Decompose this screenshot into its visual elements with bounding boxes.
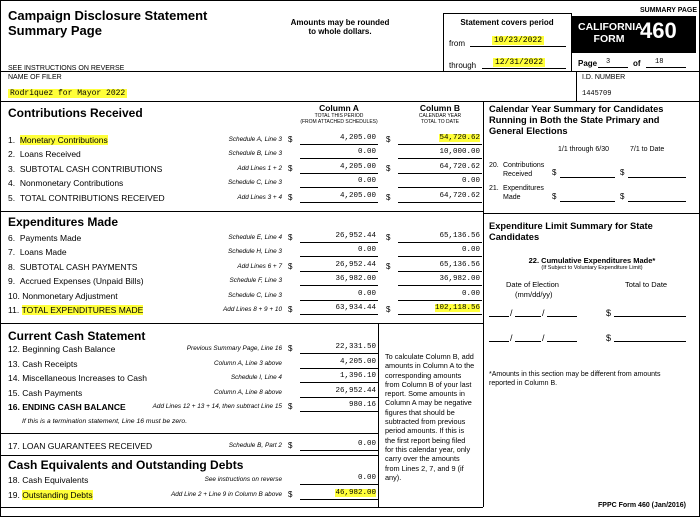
period-from-value: 10/23/2022 bbox=[494, 36, 543, 45]
main-divider bbox=[483, 101, 484, 507]
termination-note: If this is a termination statement, Line 16 must be zero. bbox=[22, 418, 188, 425]
line-4-value-b: 0.00 bbox=[398, 177, 482, 188]
form-badge-state: CALIFORNIA bbox=[578, 21, 643, 33]
line-7-label: 7. Loans Made bbox=[8, 247, 67, 257]
total-label: Total to Date bbox=[625, 280, 668, 289]
cash-divider bbox=[0, 433, 378, 434]
line-11-label: 11. TOTAL EXPENDITURES MADE bbox=[8, 305, 144, 315]
line-7-row bbox=[8, 246, 478, 259]
line-18-schedule: See instructions on reverse bbox=[204, 476, 282, 483]
line-10-schedule: Schedule C, Line 3 bbox=[227, 292, 282, 299]
form-badge-form: FORM bbox=[593, 33, 625, 45]
date-2-slash-2: / bbox=[542, 333, 545, 343]
line-5-dollar-a: $ bbox=[288, 193, 293, 202]
calendar-title-1: Calendar Year Summary for Candidates bbox=[489, 104, 664, 114]
line-10-value-b: 0.00 bbox=[398, 290, 482, 301]
cash-equivalents-title: Cash Equivalents and Outstanding Debts bbox=[8, 458, 244, 472]
line-9-row bbox=[8, 275, 478, 288]
calendar-col2: 7/1 to Date bbox=[630, 146, 665, 153]
line-16-label: 16. ENDING CASH BALANCE bbox=[8, 402, 126, 412]
calendar-title-2: Running in Both the State Primary and bbox=[489, 115, 660, 125]
line-3-dollar-b: $ bbox=[386, 164, 391, 173]
page-value: 3 bbox=[606, 58, 611, 66]
line-14-label: 14. Miscellaneous Increases to Cash bbox=[8, 373, 147, 383]
row-20-dollar-2: $ bbox=[620, 168, 625, 177]
id-value: 1445709 bbox=[582, 90, 612, 98]
line-3-value-a: 4,205.00 bbox=[300, 163, 378, 174]
line-11-value-b: 102,118.56 bbox=[398, 304, 482, 315]
line-12-dollar: $ bbox=[288, 344, 293, 353]
line-16-schedule: Add Lines 12 + 13 + 14, then subtract Line 15 bbox=[152, 403, 282, 410]
line-11-dollar-a: $ bbox=[288, 305, 293, 314]
date-label-2: (mm/dd/yy) bbox=[515, 290, 553, 299]
line-6-dollar-a: $ bbox=[288, 233, 293, 242]
period-from-label: from bbox=[449, 39, 465, 48]
page-label: Page bbox=[578, 59, 598, 68]
line-6-dollar-b: $ bbox=[386, 233, 391, 242]
line-6-value-a: 26,952.44 bbox=[300, 232, 378, 243]
column-a-sub2: (FROM ATTACHED SCHEDULES) bbox=[300, 119, 378, 125]
line-12-value: 22,331.50 bbox=[300, 343, 378, 354]
date-1-yy[interactable] bbox=[547, 305, 577, 317]
line-1-label: 1. Monetary Contributions bbox=[8, 135, 108, 145]
line-5-value-a: 4,205.00 bbox=[300, 192, 378, 203]
line-3-value-b: 64,720.62 bbox=[398, 163, 482, 174]
line-4-row bbox=[8, 177, 478, 190]
total-2-dollar: $ bbox=[606, 333, 612, 343]
line-12-label: 12. Beginning Cash Balance bbox=[8, 344, 116, 354]
line-11-dollar-b: $ bbox=[386, 305, 391, 314]
line-7-value-b: 0.00 bbox=[398, 246, 482, 257]
line-8-dollar-b: $ bbox=[386, 262, 391, 271]
line-5-row bbox=[8, 192, 478, 205]
line-9-value-a: 36,982.00 bbox=[300, 275, 378, 286]
contributions-title: Contributions Received bbox=[8, 106, 143, 120]
line-15-label: 15. Cash Payments bbox=[8, 388, 83, 398]
row-20-field-2[interactable] bbox=[628, 166, 686, 178]
limit-title-2: Candidates bbox=[489, 232, 540, 242]
row-21-dollar-1: $ bbox=[552, 192, 557, 201]
filer-name-value: Rodriquez for Mayor 2022 bbox=[10, 89, 126, 98]
line-16-value: 980.16 bbox=[300, 401, 378, 412]
row-20-field-1[interactable] bbox=[560, 166, 615, 178]
line-18-value: 0.00 bbox=[300, 474, 378, 485]
expenditures-divider bbox=[0, 323, 483, 324]
line-4-schedule: Schedule C, Line 3 bbox=[227, 179, 282, 186]
line-4-label: 4. Nonmonetary Contributions bbox=[8, 178, 124, 188]
line-4-value-a: 0.00 bbox=[300, 177, 378, 188]
calendar-divider bbox=[483, 213, 700, 214]
line-10-label: 10. Nonmonetary Adjustment bbox=[8, 291, 118, 301]
line-5-dollar-b: $ bbox=[386, 193, 391, 202]
form-title: Campaign Disclosure Statement bbox=[8, 8, 208, 23]
period-through-label: through bbox=[449, 61, 477, 70]
column-a-title: Column A bbox=[319, 103, 359, 113]
of-label: of bbox=[633, 59, 641, 68]
line-5-schedule: Add Lines 3 + 4 bbox=[237, 194, 282, 201]
line-8-value-a: 26,952.44 bbox=[300, 261, 378, 272]
line-13-schedule: Column A, Line 3 above bbox=[214, 360, 282, 367]
row-21-dollar-2: $ bbox=[620, 192, 625, 201]
line-12-schedule: Previous Summary Page, Line 16 bbox=[186, 345, 282, 352]
date-1-slash-1: / bbox=[510, 308, 513, 318]
line-6-label: 6. Payments Made bbox=[8, 233, 82, 243]
date-2-yy[interactable] bbox=[547, 330, 577, 342]
line-19-label: 19. Outstanding Debts bbox=[8, 490, 93, 500]
date-2-dd[interactable] bbox=[515, 330, 541, 342]
line-13-label: 13. Cash Receipts bbox=[8, 359, 78, 369]
of-value: 18 bbox=[655, 58, 664, 66]
expenditures-title: Expenditures Made bbox=[8, 215, 119, 229]
row-21-field-1[interactable] bbox=[560, 190, 615, 202]
line-19-row bbox=[8, 489, 478, 502]
form-badge-number: 460 bbox=[640, 18, 677, 43]
column-b-note: To calculate Column B, add amounts in Column A to the corresponding amounts from Column B of your last report. Some amounts in Column A may be negative figures that should be subtracted from previous period amounts. If this is the first report being filed for this calendar year, only carry over the amounts from Lines 2, 7, and 9 (if any). bbox=[385, 352, 475, 482]
row-20-dollar-1: $ bbox=[552, 168, 557, 177]
period-through-value: 12/31/2022 bbox=[495, 58, 544, 67]
total-2-field[interactable] bbox=[614, 330, 686, 342]
line-3-schedule: Add Lines 1 + 2 bbox=[237, 165, 282, 172]
date-label-1: Date of Election bbox=[506, 280, 559, 289]
line-3-row bbox=[8, 163, 478, 176]
limit-footnote-2: reported in Column B. bbox=[489, 380, 558, 387]
line-1-row bbox=[8, 134, 478, 147]
filer-divider bbox=[0, 101, 700, 102]
date-1-dd[interactable] bbox=[515, 305, 541, 317]
line-10-row bbox=[8, 290, 478, 303]
line-19-dollar: $ bbox=[288, 490, 293, 499]
column-b-sub1: CALENDAR YEAR bbox=[418, 113, 462, 119]
line-10-value-a: 0.00 bbox=[300, 290, 378, 301]
loan-divider bbox=[0, 455, 378, 456]
line-15-schedule: Column A, Line 8 above bbox=[214, 389, 282, 396]
instructions-note: SEE INSTRUCTIONS ON REVERSE bbox=[8, 65, 125, 72]
line-2-value-a: 0.00 bbox=[300, 148, 378, 159]
line-5-label: 5. TOTAL CONTRIBUTIONS RECEIVED bbox=[8, 193, 165, 203]
line-1-dollar-b: $ bbox=[386, 135, 391, 144]
row-20-label-1: Contributions bbox=[503, 162, 545, 169]
line-9-label: 9. Accrued Expenses (Unpaid Bills) bbox=[8, 276, 144, 286]
line-2-row bbox=[8, 148, 478, 161]
line-2-value-b: 10,000.00 bbox=[398, 148, 482, 159]
line-8-schedule: Add Lines 6 + 7 bbox=[237, 263, 282, 270]
line-2-schedule: Schedule B, Line 3 bbox=[228, 150, 282, 157]
line-17-dollar: $ bbox=[288, 441, 293, 450]
form-subtitle: Summary Page bbox=[8, 23, 102, 38]
bottom-divider bbox=[0, 507, 483, 508]
filer-name-label: NAME OF FILER bbox=[8, 74, 62, 81]
line-11-value-a: 63,934.44 bbox=[300, 304, 378, 315]
line-9-value-b: 36,982.00 bbox=[398, 275, 482, 286]
form-footer: FPPC Form 460 (Jan/2016) bbox=[598, 502, 686, 509]
line-17-value: 0.00 bbox=[300, 440, 378, 451]
column-b-title: Column B bbox=[419, 103, 461, 113]
row-21-label-2: Made bbox=[503, 194, 521, 201]
line-8-value-b: 65,136.56 bbox=[398, 261, 482, 272]
line-8-dollar-a: $ bbox=[288, 262, 293, 271]
line-17-label: 17. LOAN GUARANTEES RECEIVED bbox=[8, 441, 153, 451]
period-title: Statement covers period bbox=[460, 18, 554, 27]
line-8-row bbox=[8, 261, 478, 274]
row-21-num: 21. bbox=[489, 185, 499, 192]
rounding-note-1: Amounts may be rounded bbox=[290, 18, 390, 27]
line-2-label: 2. Loans Received bbox=[8, 149, 81, 159]
row-20-num: 20. bbox=[489, 162, 499, 169]
page-underline bbox=[598, 56, 628, 68]
row-22-title: 22. Cumulative Expenditures Made* bbox=[528, 256, 656, 265]
cash-title: Current Cash Statement bbox=[8, 329, 146, 343]
line-15-value: 26,952.44 bbox=[300, 387, 378, 398]
total-1-dollar: $ bbox=[606, 308, 612, 318]
line-19-schedule: Add Line 2 + Line 9 in Column B above bbox=[170, 491, 282, 498]
line-17-schedule: Schedule B, Part 2 bbox=[228, 442, 282, 449]
rounding-note-2: to whole dollars. bbox=[308, 27, 372, 36]
row-22-sub: (If Subject to Voluntary Expenditure Limit) bbox=[541, 265, 643, 271]
line-1-dollar-a: $ bbox=[288, 135, 293, 144]
line-18-label: 18. Cash Equivalents bbox=[8, 475, 89, 485]
line-13-value: 4,205.00 bbox=[300, 358, 378, 369]
of-underline bbox=[646, 56, 686, 68]
line-14-value: 1,396.10 bbox=[300, 372, 378, 383]
line-11-schedule: Add Lines 8 + 9 + 10 bbox=[223, 306, 282, 313]
line-3-dollar-a: $ bbox=[288, 164, 293, 173]
id-label: I.D. NUMBER bbox=[582, 74, 626, 81]
limit-title-1: Expenditure Limit Summary for State bbox=[489, 221, 653, 231]
contributions-divider bbox=[0, 211, 483, 212]
row-21-field-2[interactable] bbox=[628, 190, 686, 202]
line-16-dollar: $ bbox=[288, 402, 293, 411]
line-6-row bbox=[8, 232, 478, 245]
column-a-sub1: TOTAL THIS PERIOD bbox=[314, 113, 364, 119]
calendar-title-3: General Elections bbox=[489, 126, 568, 136]
line-14-schedule: Schedule I, Line 4 bbox=[230, 374, 282, 381]
id-divider bbox=[576, 71, 577, 101]
summary-page-label: SUMMARY PAGE bbox=[640, 7, 698, 14]
date-2-mm[interactable] bbox=[489, 330, 509, 342]
line-3-label: 3. SUBTOTAL CASH CONTRIBUTIONS bbox=[8, 164, 163, 174]
total-1-field[interactable] bbox=[614, 305, 686, 317]
line-6-schedule: Schedule E, Line 4 bbox=[228, 234, 282, 241]
line-19-value: 46,982.00 bbox=[300, 489, 378, 500]
line-1-schedule: Schedule A, Line 3 bbox=[228, 136, 282, 143]
line-7-value-a: 0.00 bbox=[300, 246, 378, 257]
column-b-sub2: TOTAL TO DATE bbox=[421, 119, 459, 125]
calendar-col1: 1/1 through 6/30 bbox=[558, 146, 609, 153]
date-2-slash-1: / bbox=[510, 333, 513, 343]
header-divider bbox=[0, 71, 700, 72]
line-7-schedule: Schedule H, Line 3 bbox=[227, 248, 282, 255]
line-5-value-b: 64,720.62 bbox=[398, 192, 482, 203]
date-1-mm[interactable] bbox=[489, 305, 509, 317]
row-20-label-2: Received bbox=[503, 171, 533, 178]
line-11-row bbox=[8, 304, 478, 317]
line-8-label: 8. SUBTOTAL CASH PAYMENTS bbox=[8, 262, 138, 272]
line-1-value-b: 54,720.62 bbox=[398, 134, 482, 145]
row-21-label-1: Expenditures bbox=[503, 185, 544, 192]
limit-footnote-1: *Amounts in this section may be different from amounts bbox=[489, 371, 661, 378]
date-1-slash-2: / bbox=[542, 308, 545, 318]
line-9-schedule: Schedule F, Line 3 bbox=[229, 277, 282, 284]
line-1-value-a: 4,205.00 bbox=[300, 134, 378, 145]
line-6-value-b: 65,136.56 bbox=[398, 232, 482, 243]
